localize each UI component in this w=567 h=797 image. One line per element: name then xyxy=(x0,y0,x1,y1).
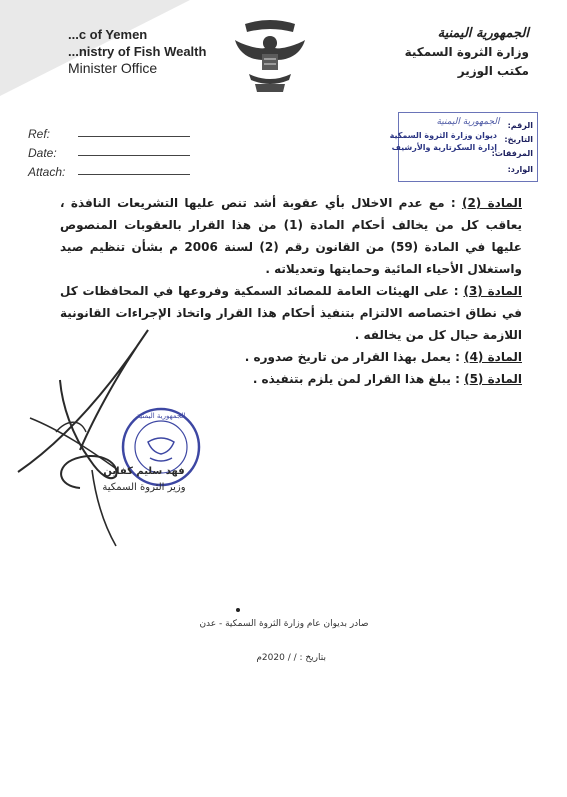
letterhead-ar-line-2: وزارة الثروة السمكية xyxy=(404,45,529,59)
ref-label: Ref: xyxy=(28,127,51,141)
article-5-label: المادة (5) xyxy=(464,372,522,386)
date-label: Date: xyxy=(28,146,57,160)
article-5-text: : يبلغ هذا القرار لمن يلزم بتنفيذه . xyxy=(252,372,460,386)
attach-label: Attach: xyxy=(28,165,66,179)
yemen-eagle-emblem xyxy=(233,14,307,98)
stamp-field-date: التاريخ: xyxy=(504,135,533,144)
letterhead-arabic xyxy=(369,24,529,81)
article-3-text: : على الهيئات العامة للمصائد السمكية وفروعها في المحافظات كل في نطاق اختصاصه الالتزام بتنفيذ أحكام هذا القرار واتخاذ الإجراءات القانونية اللازمة حيال كل من يخالفه . xyxy=(60,284,522,342)
date-row xyxy=(28,141,190,160)
article-2 xyxy=(60,192,522,280)
attach-line xyxy=(78,174,190,175)
article-4-text: : يعمل بهذا القرار من تاريخ صدوره . xyxy=(244,350,460,364)
registry-stamp xyxy=(389,112,538,182)
letterhead-en-line-2: ...nistry of Fish Wealth xyxy=(68,44,207,59)
stamp-line-1: ديوان وزارة الثروة السمكية xyxy=(389,131,497,140)
ref-row xyxy=(28,122,190,141)
article-4-label: المادة (4) xyxy=(464,350,522,364)
stamp-field-attachments: المرفقات: xyxy=(491,149,533,158)
stamp-line-2: إدارة السكرتارية والأرشيف xyxy=(391,143,497,152)
letterhead-en-line-1: ...c of Yemen xyxy=(68,27,148,42)
reference-fields xyxy=(28,122,190,179)
stamp-title: الجمهورية اليمنية xyxy=(436,117,500,127)
article-2-text: : مع عدم الاخلال بأي عقوبة أشد تنص عليها التشريعات النافذة ، يعاقب كل من يخالف أحكام المادة (1) من هذا القرار بالعقوبات المنصوص عليها في المادة (59) من القانون رقم (2) لسنة 2006 م بشأن تنظيم صيد واستغلال الأحياء المائية وحمايتها وتعديلاته . xyxy=(60,196,522,276)
issued-at: صادر بديوان عام وزارة الثروة السمكية - عدن xyxy=(199,619,369,629)
attach-row xyxy=(28,160,190,179)
stamp-field-time: الوارد: xyxy=(507,165,533,174)
letterhead-english xyxy=(68,26,218,77)
article-3-label: المادة (3) xyxy=(463,284,523,298)
letterhead-ar-line-3: مكتب الوزير xyxy=(457,64,529,78)
date-line xyxy=(78,155,190,156)
signatory-title: وزير الثروة السمكية xyxy=(102,482,186,493)
signatory-block xyxy=(84,464,204,496)
ref-line xyxy=(78,136,190,137)
stamp-field-number: الرقم: xyxy=(507,121,533,130)
signatory-name: فهد سليم كفاين xyxy=(103,466,185,477)
seal-text: الجمهورية اليمنية xyxy=(136,412,186,420)
letterhead-ar-line-1: الجمهورية اليمنية xyxy=(437,26,529,41)
issue-date: بتاريخ : / / 2020م xyxy=(256,653,326,663)
letterhead-en-line-3: Minister Office xyxy=(68,60,158,76)
footer-dot xyxy=(236,608,240,612)
article-2-label: المادة (2) xyxy=(461,196,522,210)
